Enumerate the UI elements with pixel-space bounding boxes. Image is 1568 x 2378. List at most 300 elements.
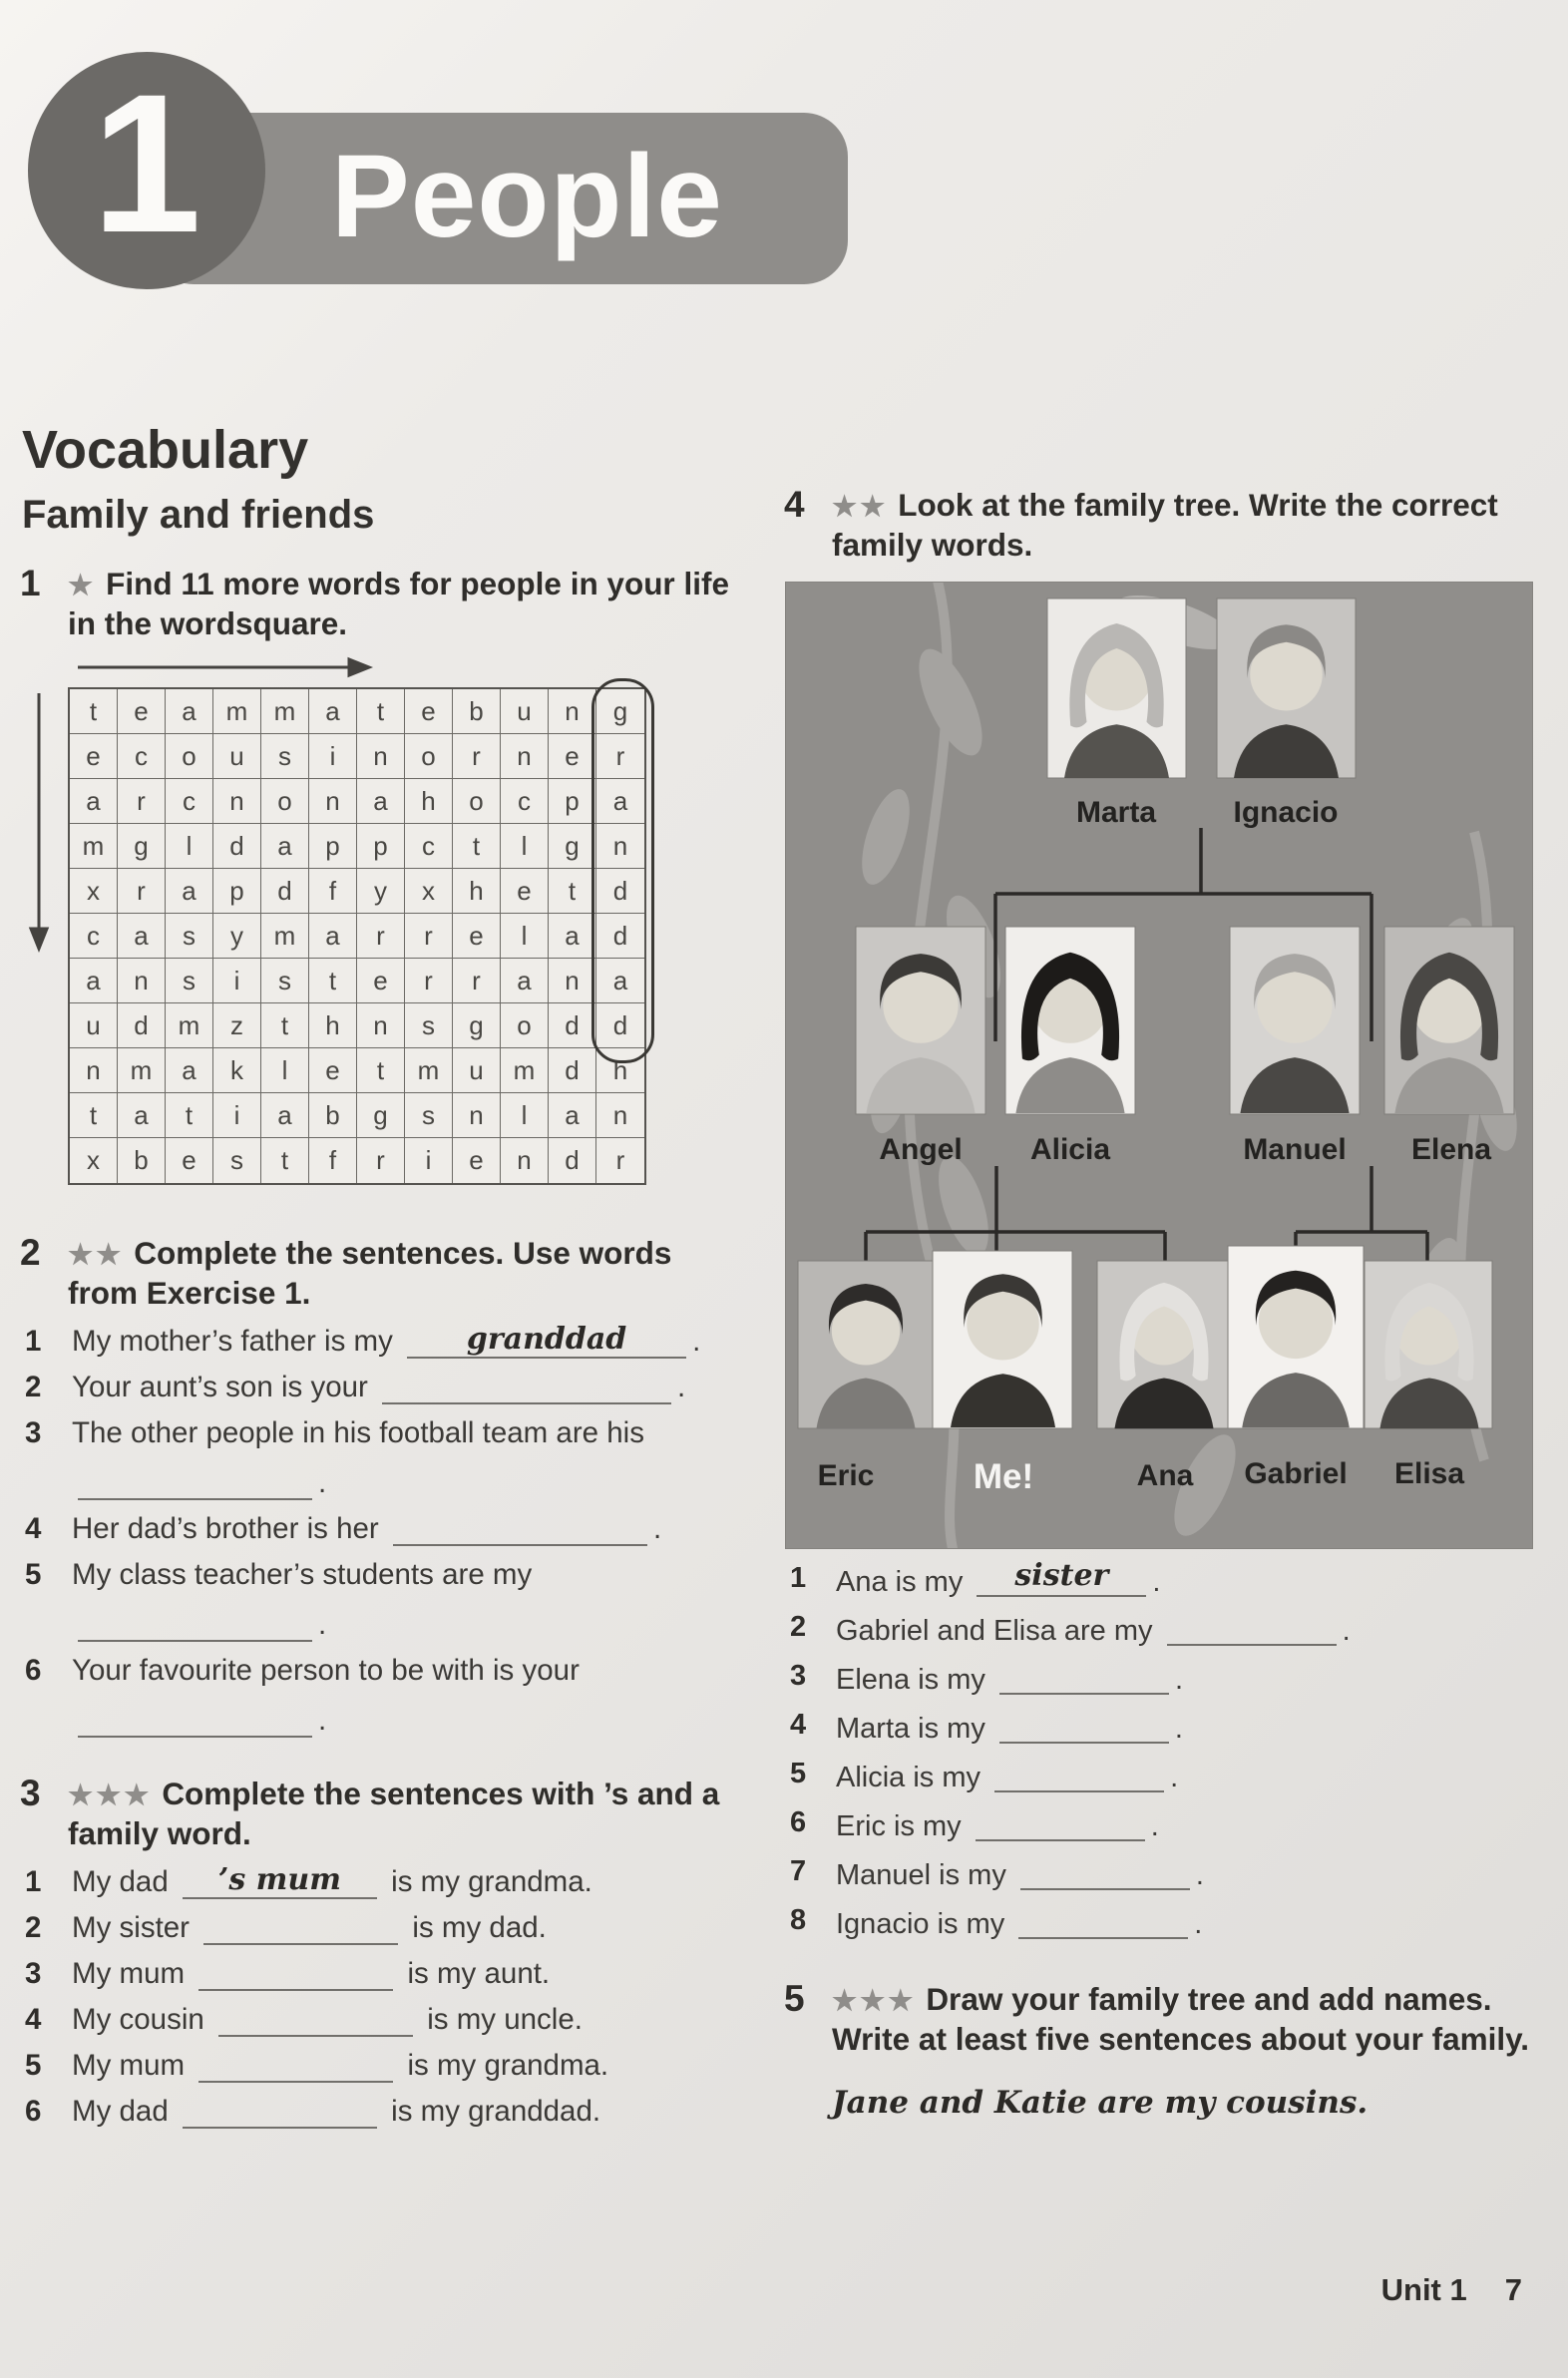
sentence-end: . — [652, 1512, 662, 1545]
wordsquare-cell: g — [549, 824, 596, 869]
sentence-text: Eric is my — [836, 1810, 962, 1842]
item-number: 1 — [25, 1865, 42, 1898]
wordsquare-cell: d — [549, 1003, 596, 1048]
wordsquare-cell: d — [118, 1003, 166, 1048]
wordsquare-cell: b — [453, 689, 501, 734]
wordsquare-cell: t — [357, 689, 405, 734]
section-subtitle: Family and friends — [22, 493, 375, 537]
name-ana: Ana — [1136, 1459, 1194, 1492]
wordsquare-cell: l — [166, 824, 213, 869]
answer-blank[interactable] — [198, 2049, 393, 2083]
wordsquare-cell: d — [213, 824, 261, 869]
exercise-5-header — [786, 1979, 1532, 2059]
sentence-text: Your favourite person to be with is your — [72, 1654, 580, 1687]
name-alicia: Alicia — [1029, 1133, 1111, 1166]
wordsquare-cell: n — [501, 1138, 549, 1183]
sentence-item — [786, 1905, 1532, 1939]
right-column — [786, 485, 1532, 2121]
answer-blank[interactable] — [78, 1704, 312, 1738]
handwritten-answer: ’s mum — [217, 1862, 341, 1897]
wordsquare-cell: y — [213, 914, 261, 959]
wordsquare-cell: t — [309, 959, 357, 1003]
section-title: Vocabulary — [22, 420, 309, 480]
wordsquare-cell: m — [405, 1048, 453, 1093]
wordsquare-cell: a — [309, 914, 357, 959]
wordsquare-cell: t — [261, 1003, 309, 1048]
portrait-elena — [1384, 927, 1514, 1114]
sentence-text: Her dad’s brother is her — [72, 1512, 379, 1545]
item-number: 8 — [790, 1904, 807, 1936]
answer-blank[interactable] — [976, 1807, 1145, 1841]
wordsquare-cell: i — [309, 734, 357, 779]
sentence-end: is my aunt. — [407, 1957, 551, 1990]
wordsquare-cell: f — [309, 869, 357, 914]
wordsquare-cell: a — [118, 914, 166, 959]
name-eric: Eric — [817, 1459, 875, 1492]
right-arrow-head — [349, 659, 369, 675]
wordsquare-cell: a — [549, 914, 596, 959]
wordsquare-cell: n — [549, 959, 596, 1003]
wordsquare-cell: d — [549, 1048, 596, 1093]
wordsquare-cell: d — [261, 869, 309, 914]
answer-blank[interactable] — [382, 1371, 671, 1404]
wordsquare-cell: p — [357, 824, 405, 869]
item-number: 5 — [25, 2049, 42, 2082]
sentence-item — [22, 1558, 732, 1642]
sentence-text: Gabriel and Elisa are my — [836, 1615, 1153, 1647]
wordsquare-cell: z — [213, 1003, 261, 1048]
answer-blank[interactable] — [999, 1710, 1169, 1744]
item-number: 2 — [25, 1371, 42, 1403]
wordsquare-cell: n — [118, 959, 166, 1003]
unit-number-circle — [28, 52, 265, 289]
wordsquare-cell: s — [166, 914, 213, 959]
answer-blank[interactable] — [999, 1661, 1169, 1695]
name-angel: Angel — [879, 1133, 963, 1166]
exercise-instruction: Find 11 more words for people in your life in the wordsquare. — [68, 566, 729, 641]
sentence-end: . — [677, 1371, 686, 1403]
wordsquare-cell: e — [549, 734, 596, 779]
wordsquare-cell: b — [118, 1138, 166, 1183]
wordsquare-cell: o — [261, 779, 309, 824]
exercise-1 — [22, 564, 732, 1185]
wordsquare-cell: r — [596, 734, 644, 779]
difficulty-stars: ★★ — [832, 491, 889, 522]
wordsquare-cell: r — [453, 734, 501, 779]
wordsquare-cell: d — [549, 1138, 596, 1183]
answer-blank[interactable] — [1020, 1856, 1190, 1890]
wordsquare-cell: l — [501, 1093, 549, 1138]
sentence-item — [22, 1911, 732, 1945]
name-me: Me! — [973, 1457, 1034, 1496]
wordsquare-cell: a — [166, 689, 213, 734]
item-number: 5 — [790, 1758, 807, 1789]
sentence-text: My dad — [72, 2095, 169, 2128]
wordsquare-cell: b — [309, 1093, 357, 1138]
sentence-item — [22, 1512, 732, 1546]
sentence-item — [22, 2003, 732, 2037]
exercise-number: 2 — [20, 1232, 41, 1273]
wordsquare-cell: r — [118, 869, 166, 914]
wordsquare-cell: c — [70, 914, 118, 959]
wordsquare-cell: d — [596, 869, 644, 914]
item-number: 5 — [25, 1558, 42, 1591]
wordsquare-cell: s — [405, 1093, 453, 1138]
difficulty-stars: ★★★ — [68, 1780, 153, 1810]
sentence-text: Your aunt’s son is your — [72, 1371, 368, 1403]
sentence-item — [786, 1710, 1532, 1744]
sentence-text: My class teacher’s students are my — [72, 1558, 533, 1591]
sentence-text: My mother’s father is my — [72, 1325, 393, 1358]
exercise-3 — [22, 1774, 732, 2129]
unit-label: Unit 1 — [1380, 2272, 1467, 2307]
handwritten-answer: sister — [1014, 1558, 1109, 1593]
name-manuel: Manuel — [1243, 1133, 1347, 1166]
item-number: 4 — [25, 1512, 42, 1545]
wordsquare-cell: n — [549, 689, 596, 734]
sentence-end: . — [692, 1325, 701, 1358]
item-number: 3 — [25, 1416, 42, 1449]
wordsquare-cell: e — [501, 869, 549, 914]
name-gabriel: Gabriel — [1244, 1457, 1348, 1490]
wordsquare-cell: o — [501, 1003, 549, 1048]
example-sentence: Jane and Katie are my cousins. — [832, 2085, 1369, 2121]
direction-arrows — [22, 651, 660, 971]
sentence-end: . — [318, 1704, 327, 1737]
exercise-1-header — [22, 564, 732, 643]
portrait-manuel — [1230, 927, 1360, 1114]
sentence-item — [786, 1856, 1532, 1890]
portrait-gabriel — [1228, 1246, 1364, 1428]
wordsquare-cell: n — [453, 1093, 501, 1138]
answer-blank[interactable] — [994, 1759, 1164, 1792]
sentence-item — [22, 2049, 732, 2083]
wordsquare-cell: h — [453, 869, 501, 914]
unit-title: People — [331, 131, 723, 262]
wordsquare-cell: c — [405, 824, 453, 869]
wordsquare-cell: n — [213, 779, 261, 824]
answer-blank[interactable] — [1018, 1905, 1188, 1939]
wordsquare-cell: i — [405, 1138, 453, 1183]
sentence-text: Ignacio is my — [836, 1908, 1005, 1940]
answer-blank[interactable] — [78, 1608, 312, 1642]
wordsquare-cell: a — [166, 1048, 213, 1093]
wordsquare-cell: e — [453, 1138, 501, 1183]
wordsquare-cell: f — [309, 1138, 357, 1183]
wordsquare-cell: a — [70, 959, 118, 1003]
wordsquare-cell: h — [405, 779, 453, 824]
wordsquare-cell: p — [309, 824, 357, 869]
page-number: 7 — [1504, 2272, 1522, 2307]
sentence-item — [786, 1612, 1532, 1646]
sentence-end: . — [318, 1466, 327, 1499]
item-number: 2 — [790, 1611, 807, 1643]
item-number: 7 — [790, 1855, 807, 1887]
sentence-end: is my dad. — [412, 1911, 547, 1944]
exercise-4 — [786, 485, 1532, 1939]
wordsquare-cell: l — [501, 914, 549, 959]
sentence-text: My mum — [72, 1957, 186, 1990]
wordsquare-cell: r — [405, 959, 453, 1003]
sentence-text: My mum — [72, 2049, 186, 2082]
item-number: 6 — [790, 1806, 807, 1838]
exercise-5 — [786, 1979, 1532, 2121]
sentence-item — [22, 1371, 732, 1404]
difficulty-stars: ★★ — [68, 1239, 125, 1270]
answer-blank[interactable] — [393, 1512, 647, 1546]
exercise-number: 5 — [784, 1978, 805, 2019]
item-number: 3 — [25, 1957, 42, 1990]
portrait-ignacio — [1217, 598, 1356, 778]
sentence-end: . — [1174, 1664, 1184, 1696]
wordsquare-cell: x — [70, 869, 118, 914]
wordsquare-cell: n — [501, 734, 549, 779]
item-number: 4 — [25, 2003, 42, 2036]
wordsquare-cell: m — [501, 1048, 549, 1093]
exercise-3-items — [22, 1862, 732, 2129]
wordsquare-cell: e — [453, 914, 501, 959]
sentence-text: Marta is my — [836, 1713, 985, 1745]
sentence-item — [22, 2095, 732, 2129]
wordsquare-cell: a — [357, 779, 405, 824]
wordsquare-cell: o — [166, 734, 213, 779]
answer-blank[interactable] — [198, 1957, 393, 1991]
wordsquare-cell: g — [453, 1003, 501, 1048]
name-marta: Marta — [1075, 796, 1157, 829]
wordsquare-cell: n — [70, 1048, 118, 1093]
wordsquare-cell: x — [405, 869, 453, 914]
wordsquare-cell: i — [213, 1093, 261, 1138]
sentence-item — [22, 1654, 732, 1738]
wordsquare-cell: r — [357, 1138, 405, 1183]
page-footer — [1381, 2272, 1522, 2308]
wordsquare-cell: a — [261, 824, 309, 869]
sentence-text: Manuel is my — [836, 1859, 1006, 1891]
wordsquare-cell: t — [261, 1138, 309, 1183]
wordsquare-cell: t — [549, 869, 596, 914]
wordsquare-cell: s — [261, 734, 309, 779]
wordsquare-cell: e — [70, 734, 118, 779]
wordsquare-cell: t — [453, 824, 501, 869]
wordsquare-cell: d — [596, 914, 644, 959]
sentence-item — [786, 1759, 1532, 1792]
item-number: 1 — [25, 1325, 42, 1358]
answer-blank[interactable] — [183, 1862, 377, 1899]
wordsquare-cell: r — [357, 914, 405, 959]
wordsquare-cell: d — [596, 1003, 644, 1048]
wordsquare-cell: p — [213, 869, 261, 914]
sentence-end: . — [318, 1608, 327, 1641]
wordsquare-cell: m — [213, 689, 261, 734]
sentence-end: . — [1195, 1859, 1204, 1891]
sentence-text: Ana is my — [836, 1566, 964, 1598]
wordsquare-cell: h — [309, 1003, 357, 1048]
sentence-end: . — [1150, 1810, 1159, 1842]
answer-blank[interactable] — [203, 1911, 398, 1945]
wordsquare-cell: a — [118, 1093, 166, 1138]
wordsquare-cell: r — [453, 959, 501, 1003]
wordsquare-cell: a — [596, 959, 644, 1003]
family-tree-illustration — [786, 583, 1532, 1548]
wordsquare-cell: o — [453, 779, 501, 824]
wordsquare-cell: n — [309, 779, 357, 824]
exercise-4-header — [786, 485, 1532, 565]
exercise-instruction: Complete the sentences with ’s and a family word. — [68, 1776, 720, 1851]
wordsquare-cell: a — [309, 689, 357, 734]
exercise-2-header — [22, 1233, 732, 1313]
wordsquare-cell: m — [261, 914, 309, 959]
wordsquare-cell: p — [549, 779, 596, 824]
wordsquare-cell: u — [453, 1048, 501, 1093]
wordsquare-cell: o — [405, 734, 453, 779]
wordsquare-cell: a — [549, 1093, 596, 1138]
sentence-item — [786, 1661, 1532, 1695]
wordsquare-cell: r — [118, 779, 166, 824]
wordsquare-cell: c — [166, 779, 213, 824]
wordsquare-cell: c — [501, 779, 549, 824]
exercise-number: 4 — [784, 484, 805, 525]
answer-blank[interactable] — [1167, 1612, 1337, 1646]
wordsquare-cell: u — [213, 734, 261, 779]
wordsquare-cell: t — [70, 689, 118, 734]
wordsquare-cell: e — [118, 689, 166, 734]
wordsquare-cell: e — [357, 959, 405, 1003]
wordsquare-cell: y — [357, 869, 405, 914]
wordsquare-cell: n — [357, 1003, 405, 1048]
answer-blank[interactable] — [218, 2003, 413, 2037]
wordsquare-cell: h — [596, 1048, 644, 1093]
exercise-instruction: Look at the family tree. Write the correct family words. — [832, 487, 1498, 563]
sentence-text: My sister — [72, 1911, 190, 1944]
wordsquare-cell: l — [501, 824, 549, 869]
wordsquare-cell: s — [166, 959, 213, 1003]
wordsquare-cell: l — [261, 1048, 309, 1093]
answer-blank[interactable] — [977, 1558, 1146, 1597]
sentence-item — [22, 1416, 732, 1500]
wordsquare-cell: a — [70, 779, 118, 824]
exercise-instruction: Complete the sentences. Use words from Exercise 1. — [68, 1235, 672, 1311]
sentence-end: is my grandma. — [407, 2049, 609, 2082]
exercise-2-items — [22, 1322, 732, 1738]
wordsquare-area — [22, 651, 696, 1185]
wordsquare-cell: x — [70, 1138, 118, 1183]
left-column — [22, 419, 732, 2129]
wordsquare-cell: u — [501, 689, 549, 734]
sentence-text: My dad — [72, 1865, 169, 1898]
wordsquare-cell: r — [615, 1145, 625, 1175]
wordsquare-cell: a — [261, 1093, 309, 1138]
portrait-ana — [1097, 1261, 1232, 1428]
item-number: 1 — [790, 1562, 807, 1594]
sentence-end: is my granddad. — [391, 2095, 601, 2128]
wordsquare-cell: s — [261, 959, 309, 1003]
sentence-item — [22, 1322, 732, 1359]
sentence-item — [22, 1957, 732, 1991]
wordsquare-cell: u — [70, 1003, 118, 1048]
wordsquare-cell: r — [405, 914, 453, 959]
portrait-me — [933, 1251, 1072, 1428]
wordsquare-cell: g — [357, 1093, 405, 1138]
sentence-text: Elena is my — [836, 1664, 985, 1696]
wordsquare-cell: n — [357, 734, 405, 779]
sentence-end: is my grandma. — [391, 1865, 592, 1898]
portrait-angel — [856, 927, 985, 1114]
wordsquare-cell: t — [166, 1093, 213, 1138]
item-number: 6 — [25, 1654, 42, 1687]
item-number: 4 — [790, 1709, 807, 1741]
wordsquare-cell: t — [70, 1093, 118, 1138]
exercise-instruction: Draw your family tree and add names. Write at least five sentences about your family. — [832, 1981, 1530, 2057]
wordsquare-cell: i — [213, 959, 261, 1003]
down-arrow-head — [31, 929, 47, 949]
wordsquare-cell: s — [405, 1003, 453, 1048]
sentence-text: Alicia is my — [836, 1762, 981, 1793]
exercise-3-header — [22, 1774, 732, 1853]
name-elisa: Elisa — [1393, 1457, 1465, 1490]
sentence-end: . — [1342, 1615, 1351, 1647]
wordsquare-cell: k — [213, 1048, 261, 1093]
portrait-marta — [1047, 598, 1186, 778]
answer-line — [72, 1466, 732, 1500]
answer-line — [72, 1704, 732, 1738]
name-elena: Elena — [1410, 1133, 1492, 1166]
wordsquare-cell: e — [405, 689, 453, 734]
portrait-eric — [798, 1261, 934, 1428]
wordsquare-cell: m — [70, 824, 118, 869]
sentence-text: The other people in his football team are his — [72, 1416, 644, 1449]
wordsquare-cell: c — [118, 734, 166, 779]
item-number: 2 — [25, 1911, 42, 1944]
exercise-4-items — [786, 1558, 1532, 1940]
sentence-end: . — [1194, 1908, 1203, 1940]
answer-blank[interactable] — [78, 1466, 312, 1500]
portrait-alicia — [1005, 927, 1135, 1114]
wordsquare-cell: g — [118, 824, 166, 869]
sentence-end: . — [1152, 1566, 1161, 1598]
wordsquare-cell: e — [309, 1048, 357, 1093]
item-number: 6 — [25, 2095, 42, 2128]
unit-number: 1 — [91, 53, 202, 273]
wordsquare-cell: m — [166, 1003, 213, 1048]
exercise-number: 3 — [20, 1773, 41, 1813]
sentence-item — [786, 1807, 1532, 1841]
sentence-end: . — [1170, 1762, 1179, 1793]
wordsquare-cell: s — [213, 1138, 261, 1183]
difficulty-stars: ★ — [68, 570, 97, 600]
answer-line — [72, 1608, 732, 1642]
sentence-end: is my uncle. — [427, 2003, 583, 2036]
name-ignacio: Ignacio — [1233, 796, 1339, 829]
answer-blank[interactable] — [407, 1322, 686, 1359]
sentence-end: . — [1174, 1713, 1183, 1745]
wordsquare-cell: m — [261, 689, 309, 734]
wordsquare-cell: g — [596, 689, 644, 734]
portrait-elisa — [1365, 1261, 1492, 1428]
sentence-item — [786, 1558, 1532, 1598]
difficulty-stars: ★★★ — [832, 1985, 917, 2016]
wordsquare-cell: e — [166, 1138, 213, 1183]
wordsquare-cell: n — [596, 1093, 644, 1138]
answer-blank[interactable] — [183, 2095, 377, 2129]
sentence-text: My cousin — [72, 2003, 204, 2036]
wordsquare-cell: a — [596, 779, 644, 824]
wordsquare-cell: a — [501, 959, 549, 1003]
wordsquare-cell: t — [357, 1048, 405, 1093]
sentence-item — [22, 1862, 732, 1899]
wordsquare-cell: m — [118, 1048, 166, 1093]
item-number: 3 — [790, 1660, 807, 1692]
exercise-2 — [22, 1233, 732, 1738]
